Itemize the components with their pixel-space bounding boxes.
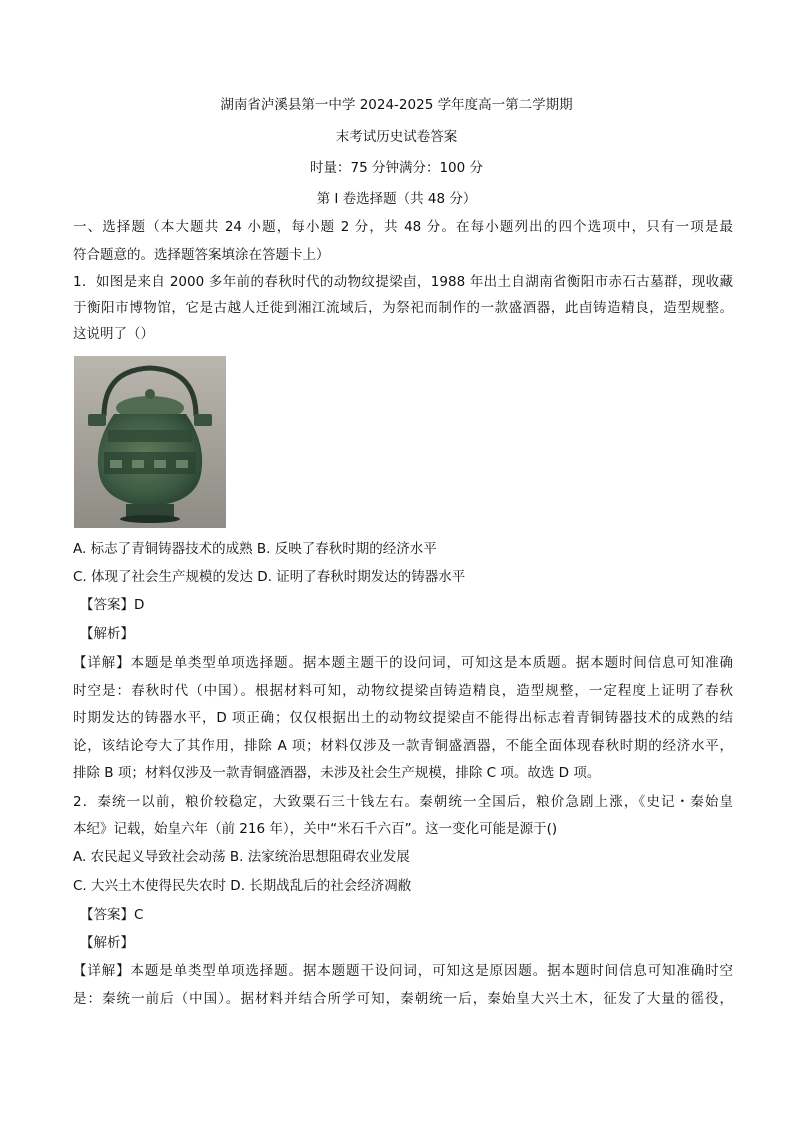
q1-stem-line: 这说明了（） bbox=[73, 326, 154, 342]
doc-title-line2: 末考试历史试卷答案 bbox=[335, 129, 458, 145]
q1-answer: 【答案】D bbox=[80, 597, 145, 613]
q2-detail-line: 【详解】本题是单类型单项选择题。据本题题干设问词，可知这是原因题。据本题时间信息可知准确时空 bbox=[73, 963, 733, 979]
q1-analysis-label: 【解析】 bbox=[80, 626, 134, 642]
q2-option-line: A. 农民起义导致社会动荡 B. 法家统治思想阻碍农业发展 bbox=[73, 849, 410, 865]
q1-stem-line: 于衡阳市博物馆，它是古越人迁徙到湘江流域后，为祭祀而制作的一款盛酒器，此卣铸造精良，造型规整。 bbox=[73, 300, 733, 316]
q2-stem-line: 本纪》记载，始皇六年（前 216 年），关中“米石千六百”。这一变化可能是源于() bbox=[73, 821, 558, 837]
q1-detail-line: 【详解】本题是单类型单项选择题。据本题主题干的设问词，可知这是本质题。据本题时间信息可知准确 bbox=[73, 655, 733, 671]
q1-option-line: A. 标志了青铜铸器技术的成熟 B. 反映了春秋时期的经济水平 bbox=[73, 541, 437, 557]
bronze-vessel-photo bbox=[74, 356, 226, 528]
q2-option-line: C. 大兴土木使得民失农时 D. 长期战乱后的社会经济凋敝 bbox=[73, 878, 412, 894]
q2-stem-line: 2．秦统一以前，粮价较稳定，大致粟石三十钱左右。秦朝统一全国后，粮价急剧上涨，《史记・秦始皇 bbox=[73, 794, 733, 810]
q2-answer: 【答案】C bbox=[80, 907, 144, 923]
q2-detail-line: 是：秦统一前后（中国）。据材料并结合所学可知，秦朝统一后，秦始皇大兴土木，征发了大量的徭役， bbox=[73, 991, 733, 1007]
q1-detail-line: 论，该结论夸大了其作用，排除 A 项；材料仅涉及一款青铜盛酒器，不能全面体现春秋时期的经济水平， bbox=[73, 738, 733, 754]
q2-analysis-label: 【解析】 bbox=[80, 935, 134, 951]
q1-stem-line: 1．如图是来自 2000 多年前的春秋时代的动物纹提梁卣，1988 年出土自湖南省衡阳市赤石古墓群，现收藏 bbox=[73, 274, 733, 290]
q1-detail-line: 时期发达的铸器水平，D 项正确；仅仅根据出土的动物纹提梁卣不能得出标志着青铜铸器技术的成熟的结 bbox=[73, 710, 733, 726]
instructions-line: 符合题意的。选择题答案填涂在答题卡上） bbox=[73, 247, 330, 263]
time-score-line: 时量：75 分钟满分：100 分 bbox=[309, 160, 484, 176]
doc-title-line1: 湖南省泸溪县第一中学 2024-2025 学年度高一第二学期期 bbox=[220, 97, 573, 113]
section-heading: 第 I 卷选择题（共 48 分） bbox=[316, 191, 477, 207]
instructions-line: 一、选择题（本大题共 24 小题，每小题 2 分，共 48 分。在每小题列出的四个选项中，只有一项是最 bbox=[73, 219, 733, 235]
q1-detail-line: 时空是：春秋时代（中国）。根据材料可知，动物纹提梁卣铸造精良，造型规整，一定程度上证明了春秋 bbox=[73, 683, 733, 699]
q1-option-line: C. 体现了社会生产规模的发达 D. 证明了春秋时期发达的铸器水平 bbox=[73, 569, 466, 585]
q1-detail-line: 排除 B 项；材料仅涉及一款青铜盛酒器，未涉及社会生产规模，排除 C 项。故选 D 项。 bbox=[73, 765, 601, 781]
